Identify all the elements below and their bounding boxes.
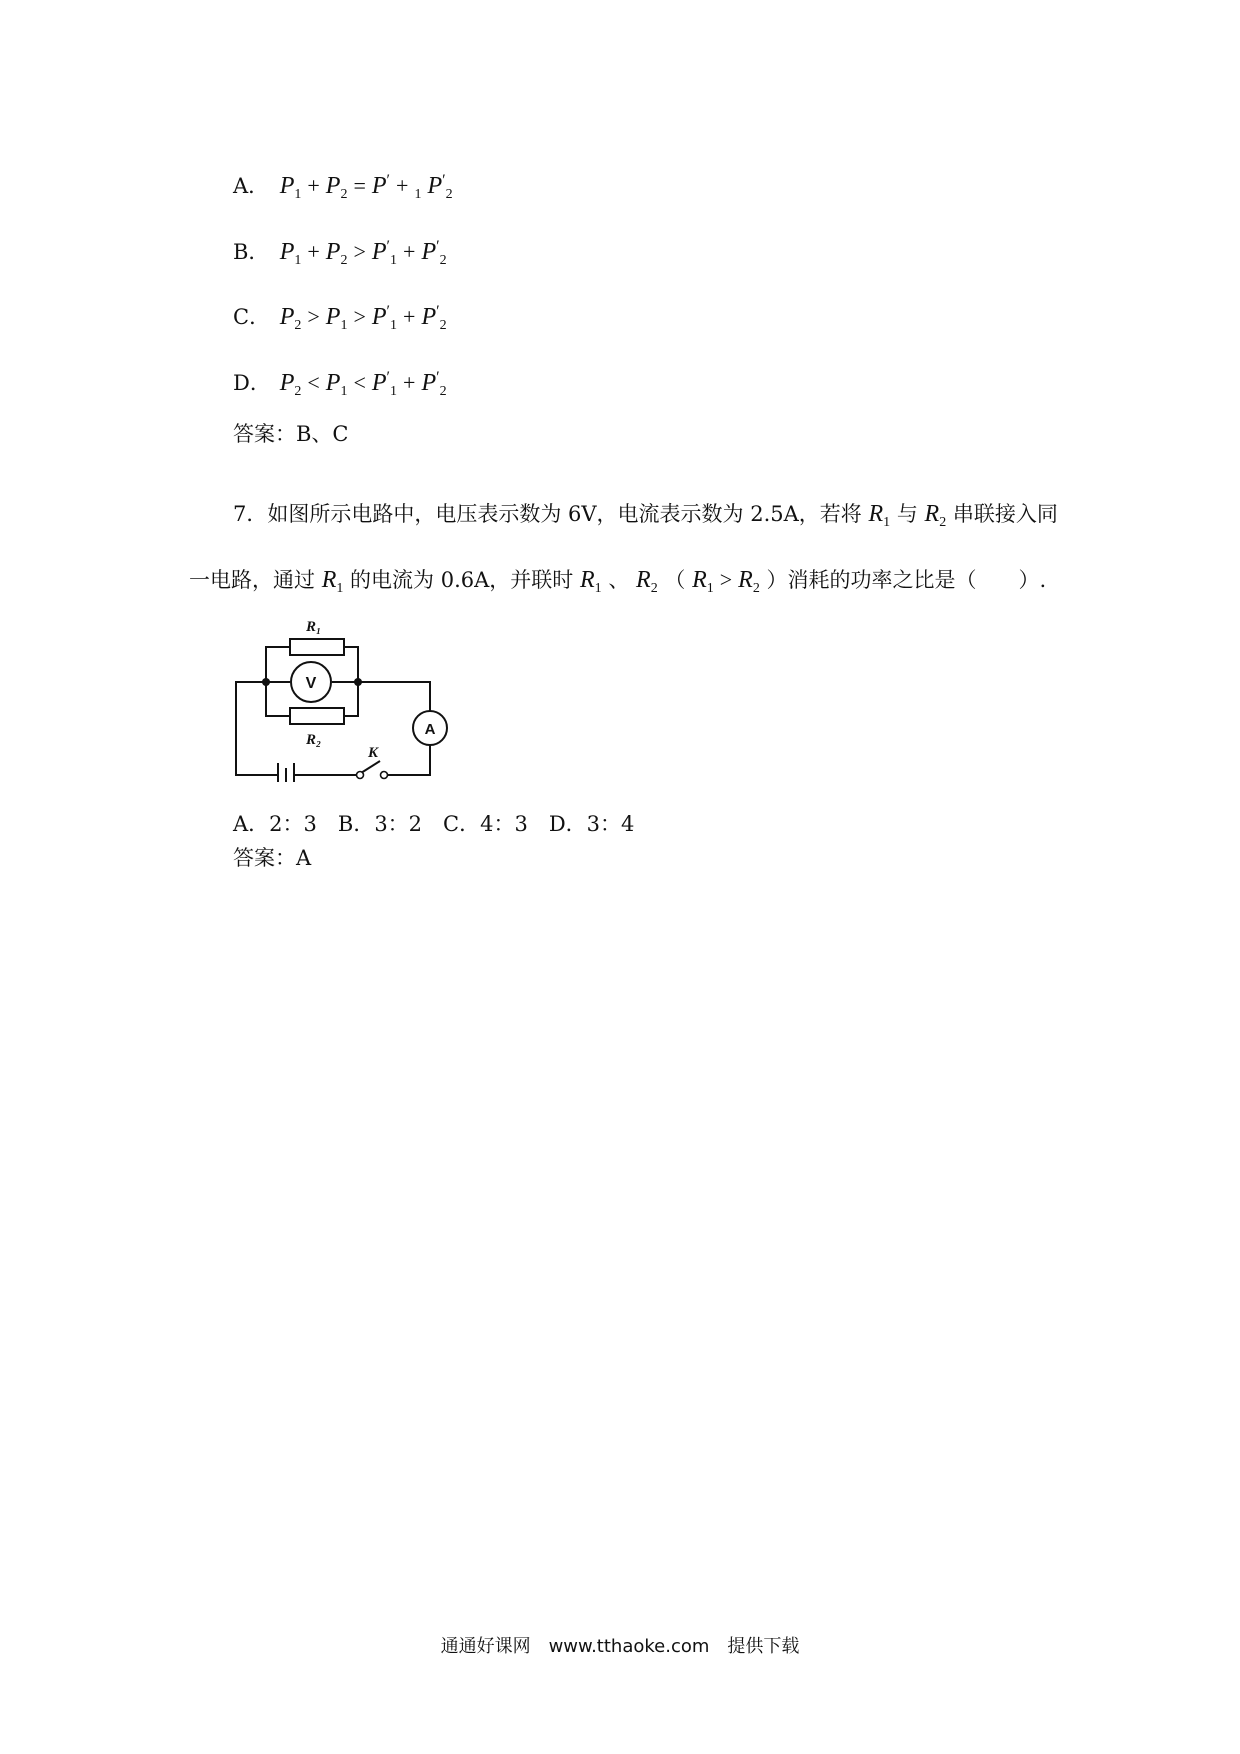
option-c-formula: $P_2 > P_1 > P'_1 + P'_2$ <box>279 303 447 333</box>
junction-right <box>354 678 362 686</box>
footer: 通通好课网 www.tthaoke.com 提供下载 <box>440 1636 800 1657</box>
option-a-formula: $P_1 + P_2 = P' + _1$ $P'_2$ <box>279 172 453 202</box>
switch-contact-2 <box>381 772 388 779</box>
option-d <box>233 367 447 400</box>
switch-label: K <box>368 745 379 761</box>
outer-wire-right-top <box>358 682 430 711</box>
option-b-formula: $P_1 + P_2 > P'_1 + P'_2$ <box>279 238 447 268</box>
r2-wire-left <box>266 682 290 716</box>
q7-text-5: 的电流为 0.6A，并联时 <box>350 568 574 592</box>
r1-label: R₁ <box>306 619 322 635</box>
q7-r1-c: $R_1$ <box>579 567 602 596</box>
r2-label: R₂ <box>306 732 322 748</box>
option-b-label: B． <box>233 240 270 264</box>
switch-contact-1 <box>357 772 364 779</box>
prev-answer: 答案：B、C <box>233 422 349 446</box>
q7-text-4: 一电路，通过 <box>189 568 315 592</box>
r2-resistor <box>290 708 344 724</box>
option-b <box>233 236 447 269</box>
voltmeter-label: V <box>305 675 317 692</box>
q7-text-8: ）消耗的功率之比是（ ）. <box>766 568 1047 592</box>
q7-inequality: $R_1 > R_2$ <box>692 567 760 596</box>
option-a <box>233 170 453 203</box>
option-a-label: A． <box>233 174 270 198</box>
q7-text-7: （ <box>664 568 686 592</box>
q7-text-3: 串联接入同 <box>952 502 1058 526</box>
junction-left <box>262 678 270 686</box>
q7-text-2: 与 <box>896 502 918 526</box>
q7-r2-b: $R_2$ <box>636 567 658 596</box>
r2-wire-right <box>344 682 358 716</box>
r1-wire-right <box>344 647 358 682</box>
option-d-formula: $P_2 < P_1 < P'_1 + P'_2$ <box>279 369 447 399</box>
q7-r1: $R_1$ <box>868 501 891 530</box>
question7-line1 <box>233 498 1058 531</box>
option-c-label: C． <box>233 305 271 329</box>
r1-wire-left <box>266 647 290 682</box>
q7-r1-b: $R_1$ <box>321 567 344 596</box>
question7-answer: 答案：A <box>233 846 312 870</box>
outer-wire-left <box>236 682 278 775</box>
question7-line2 <box>189 564 1046 597</box>
q7-r2: $R_2$ <box>924 501 947 530</box>
q7-text-1: 7．如图所示电路中，电压表示数为 6V，电流表示数为 2.5A，若将 <box>233 502 862 526</box>
circuit-diagram <box>228 612 458 782</box>
switch-blade <box>361 761 380 773</box>
r1-resistor <box>290 639 344 655</box>
ammeter-label: A <box>424 721 436 738</box>
outer-wire-right-bottom <box>388 745 430 775</box>
q7-text-6: 、 <box>608 568 630 592</box>
question7-choices: A．2：3 B．3：2 C．4：3 D．3：4 <box>233 812 635 836</box>
option-d-label: D． <box>233 371 271 395</box>
option-c <box>233 301 447 334</box>
